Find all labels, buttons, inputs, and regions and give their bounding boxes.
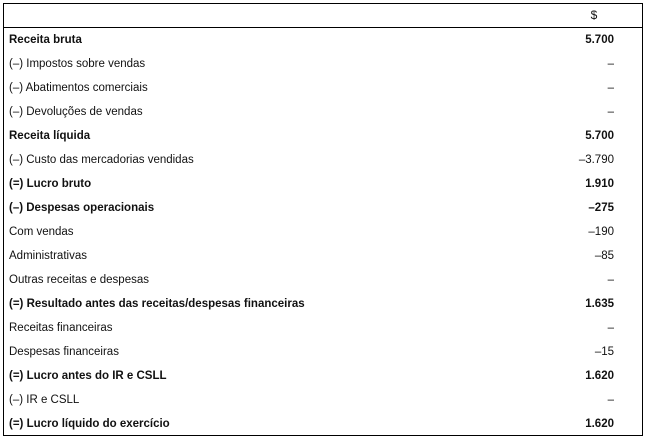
row-label: (–) Impostos sobre vendas xyxy=(9,58,146,70)
row-label: Com vendas xyxy=(9,226,74,238)
table-row xyxy=(4,244,642,268)
table-row xyxy=(4,28,642,52)
row-label: Despesas financeiras xyxy=(9,346,119,358)
row-label: Administrativas xyxy=(9,250,87,262)
row-value: 1.620 xyxy=(585,418,614,430)
table-row xyxy=(4,76,642,100)
table-row xyxy=(4,364,642,388)
row-value: – xyxy=(607,394,614,406)
row-label: (–) Custo das mercadorias vendidas xyxy=(9,154,194,166)
table-row xyxy=(4,292,642,316)
row-value: –85 xyxy=(594,250,614,262)
row-label: Receitas financeiras xyxy=(9,322,113,334)
income-statement-table xyxy=(3,3,643,436)
row-value: –15 xyxy=(594,346,614,358)
row-label: (=) Resultado antes das receitas/despesas financeiras xyxy=(9,298,305,310)
table-row xyxy=(4,52,642,76)
row-label: (–) Devoluções de vendas xyxy=(9,106,143,118)
row-value: 5.700 xyxy=(585,34,614,46)
row-value: 5.700 xyxy=(585,130,614,142)
table-row xyxy=(4,388,642,412)
row-value: – xyxy=(607,58,614,70)
row-value: – xyxy=(607,82,614,94)
row-label: (=) Lucro líquido do exercício xyxy=(9,418,170,430)
table-row xyxy=(4,316,642,340)
table-row xyxy=(4,220,642,244)
table-row xyxy=(4,268,642,292)
row-label: (–) IR e CSLL xyxy=(9,394,80,406)
table-row xyxy=(4,148,642,172)
table-header xyxy=(4,4,642,28)
row-label: Outras receitas e despesas xyxy=(9,274,149,286)
row-value: – xyxy=(607,322,614,334)
row-value: –275 xyxy=(588,202,614,214)
row-label: (=) Lucro bruto xyxy=(9,178,92,190)
table-row xyxy=(4,340,642,364)
row-value: 1.620 xyxy=(585,370,614,382)
table-row xyxy=(4,100,642,124)
row-value: – xyxy=(607,106,614,118)
currency-header: $ xyxy=(590,8,598,22)
row-value: 1.910 xyxy=(585,178,614,190)
row-value: –190 xyxy=(588,226,614,238)
row-value: – xyxy=(607,274,614,286)
table-row xyxy=(4,124,642,148)
row-label: (–) Abatimentos comerciais xyxy=(9,82,148,94)
table-body xyxy=(4,28,642,436)
row-label: (=) Lucro antes do IR e CSLL xyxy=(9,370,167,382)
row-value: 1.635 xyxy=(585,298,614,310)
table-row xyxy=(4,196,642,220)
row-label: Receita líquida xyxy=(9,130,91,142)
table-row xyxy=(4,172,642,196)
row-label: Receita bruta xyxy=(9,34,82,46)
table-row xyxy=(4,412,642,436)
row-value: –3.790 xyxy=(578,154,614,166)
row-label: (–) Despesas operacionais xyxy=(9,202,155,214)
